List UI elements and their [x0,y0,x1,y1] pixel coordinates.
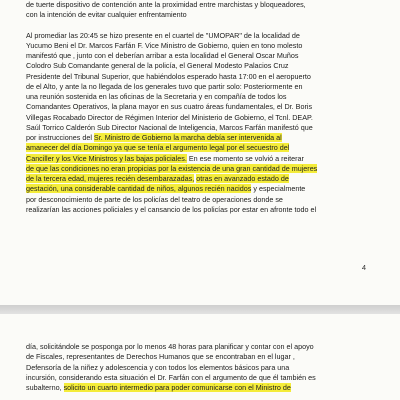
text-line [26,51,394,61]
text-segment: Defensoría de la niñez y adolescencia y con todos los elementos básicos para una [26,362,290,372]
text-segment: Villegas Rocabado Director de Régimen Interior del Ministerio de Gobierno, el Tcnl. DEAP. [26,112,313,122]
text-line [26,154,394,164]
text-line [26,342,394,352]
text-segment: de el Alto, y ante la no llegada de los generales tuvo que partir solo: Posteriormente en [26,81,303,91]
text-line [26,102,394,112]
main-paragraph [26,31,394,216]
highlighted-text: Canciller y los Vice Ministros y las bajas policiales. [26,153,187,163]
text-segment: subalterno, [26,383,64,392]
text-line [26,61,394,71]
text-segment: por desconocimiento de parte de los policías del teatro de operaciones donde se [26,194,283,204]
highlighted-text: solicito un cuarto intermedio para poder comunicarse con el Ministro de [63,383,291,392]
intro-line: de tuerte dispositivo de contención ante la proximidad entre marchistas y bloqueadores, [26,0,306,9]
text-line [26,133,394,143]
highlighted-text: gestación, una considerable cantidad de niños, algunos recién nacidos [26,184,252,194]
text-line [26,123,394,133]
text-line [26,92,394,102]
text-segment: Comandantes Operativos, la plana mayor en sus cuatro áreas fundamentales, el Dr. Boris [26,102,313,112]
text-line [26,195,394,205]
text-segment: manifestó que ‚ junto con el deberían arribar a esta localidad el General Oscar Muños [26,51,299,60]
text-segment: Al promediar las 20:45 se hizo presente en el cuartel de "UMOPAR" de la localidad de [26,30,300,40]
text-line [26,174,394,184]
text-line [26,363,394,373]
text-line [26,143,394,153]
text-segment: Saúl Torrico Calderón Sub Director Nacional de Inteligencia, Marcos Farfán manifestó que [26,122,313,132]
text-line [26,352,394,362]
continued-paragraph [26,342,394,393]
text-segment: día, solicitándole se posponga por lo menos 48 horas para planificar y contar con el apoyo [26,342,314,351]
text-segment: Colodro Sub Comandante general de la policía, el General Modesto Palacios Cruz [26,61,289,71]
text-segment: por instrucciones del [26,133,94,142]
text-line [26,72,394,82]
text-segment: realizarían las acciones policiales y el cansancio de los policías por estar en afronte todo el [26,204,317,214]
intro-paragraph [26,0,394,21]
text-line [26,205,394,215]
page-gap [0,305,400,314]
text-line [26,82,394,92]
highlighted-text: otras en avanzado estado de [196,174,289,183]
text-line [26,184,394,194]
highlighted-text: de que las condiciones no eran propicias por la existencia de una gran cantidad de mujeres [26,163,318,173]
text-line [26,31,394,41]
text-segment: incursión, considerando esta situación el Dr. Farfán con el argumento de que él también es [26,372,316,382]
text-line [26,373,394,383]
text-segment: de Fiscales, representantes de Derechos Humanos que se encontraban en el lugar , [26,352,295,362]
highlighted-text: amanecer del día Domingo ya que se tenía el argumento legal por el secuestro del [26,143,290,153]
text-line [26,383,394,393]
page-number: 4 [361,263,366,272]
text-segment: Presidente del Tribunal Superior, que habiéndolos esperado hasta 17:00 en el aeropuerto [26,71,311,81]
text-line [26,113,394,123]
text-line [26,164,394,174]
intro-line: con la intención de evitar cualquier enfrentamiento [26,10,187,20]
highlighted-text: de la tercera edad, mujeres recién desembarazadas, [26,174,195,183]
text-segment: una reunión sostenida en las oficinas de la Secretaria y en compañía de todos los [26,92,287,101]
document-page-2 [0,314,400,400]
text-segment: y especialmente [251,184,306,194]
text-segment: En ese momento se volvió a reiterar [186,153,304,163]
highlighted-text: Sr. Ministro de Gobierno la marcha debía ser intervenida al [93,133,282,142]
text-line [26,41,394,51]
text-segment: Yucumo Beni el Dr. Marcos Farfán F. Vice Ministro de Gobierno, quien en tono molesto [26,40,303,50]
